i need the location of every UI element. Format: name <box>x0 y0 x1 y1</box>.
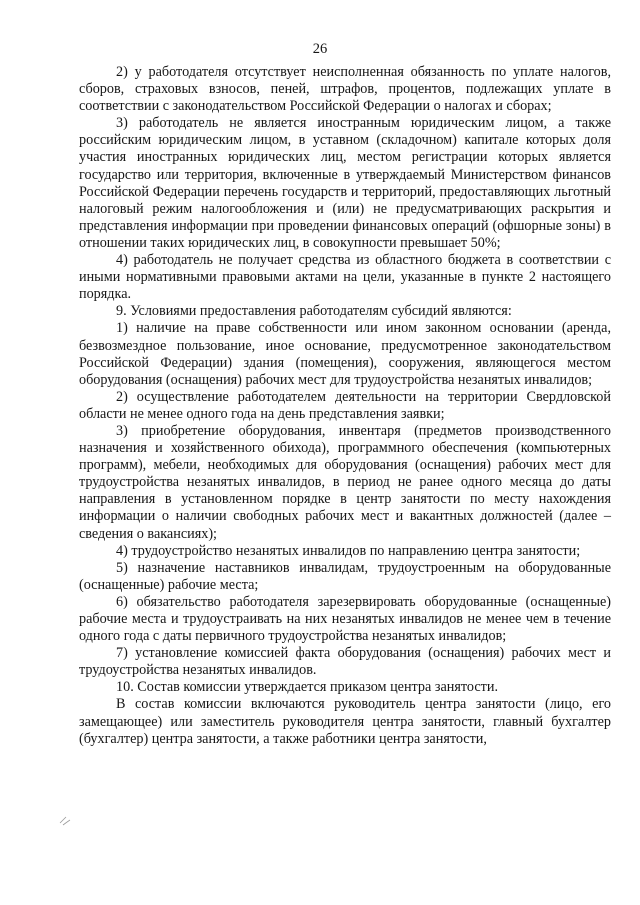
paragraph-activity-period: 2) осуществление работодателем деятельности на территории Свердловской области не менее одного года на день представления заявки; <box>79 388 611 422</box>
document-body <box>79 64 611 748</box>
paragraph-ownership: 1) наличие на праве собственности или ином законном основании (аренда, безвозмездное пользование, иное основание, предусмотренное законодательством Российской Федерации) здания (помещения), сооружения, являющегося местом оборудования (оснащения) рабочих мест для трудоустройства незанятых инвалидов; <box>79 320 611 388</box>
paragraph-reservation: 6) обязательство работодателя зарезервировать оборудованные (оснащенные) рабочие места и трудоустраивать на них незанятых инвалидов не менее чем в течение одного года с даты первичного трудоустройства незанятых инвалидов; <box>79 593 611 645</box>
paragraph-section-9-heading: 9. Условиями предоставления работодателям субсидий являются: <box>116 303 512 320</box>
scan-artifact-icon <box>58 805 80 827</box>
paragraph-commission-verification: 7) установление комиссией факта оборудования (оснащения) рабочих мест и трудоустройства незанятых инвалидов. <box>79 645 611 679</box>
paragraph-budget-funds: 4) работодатель не получает средства из областного бюджета в соответствии с иными нормативными правовыми актами на цели, указанные в пункте 2 настоящего порядка. <box>79 252 611 303</box>
paragraph-employment: 4) трудоустройство незанятых инвалидов по направлению центра занятости; <box>116 542 581 559</box>
paragraph-equipment-purchase: 3) приобретение оборудования, инвентаря (предметов производственного назначения и хозяйственного обихода), программного обеспечения (компьютерных программ), мебели, необходимых для оборудования (оснащения) рабочих мест для трудоустройства незанятых инвалидов, в период не ранее одного месяца до даты направления в установленном порядке в центр занятости по месту нахождения информации о наличии свободных рабочих мест и вакантных должностей (далее – сведения о вакансиях); <box>79 422 611 542</box>
paragraph-debt-obligation: 2) у работодателя отсутствует неисполненная обязанность по уплате налогов, сборов, страховых взносов, пеней, штрафов, процентов, подлежащих уплате в соответствии с законодательством Российской Федерации о налогах и сборах; <box>79 64 611 115</box>
paragraph-commission-members: В состав комиссии включаются руководитель центра занятости (лицо, его замещающее) или заместитель руководителя центра занятости, главный бухгалтер (бухгалтер) центра занятости, а также работники центра занятости, <box>79 696 611 747</box>
paragraph-mentors: 5) назначение наставников инвалидам, трудоустроенным на оборудованные (оснащенные) рабочие места; <box>79 559 611 593</box>
page-number: 26 <box>312 41 328 57</box>
paragraph-section-10-heading: 10. Состав комиссии утверждается приказом центра занятости. <box>116 679 498 696</box>
paragraph-foreign-entity: 3) работодатель не является иностранным юридическим лицом, а также российским юридическим лицом, в уставном (складочном) капитале которых доля участия иностранных юридических лиц, местом регистрации которых является государство или территория, включенные в утверждаемый Министерством финансов Российской Федерации перечень государств и территорий, предоставляющих льготный налоговый режим налогообложения и (или) не предусматривающих раскрытия и представления информации при проведении финансовых операций (офшорные зоны) в отношении таких юридических лиц, в совокупности превышает 50%; <box>79 115 611 251</box>
